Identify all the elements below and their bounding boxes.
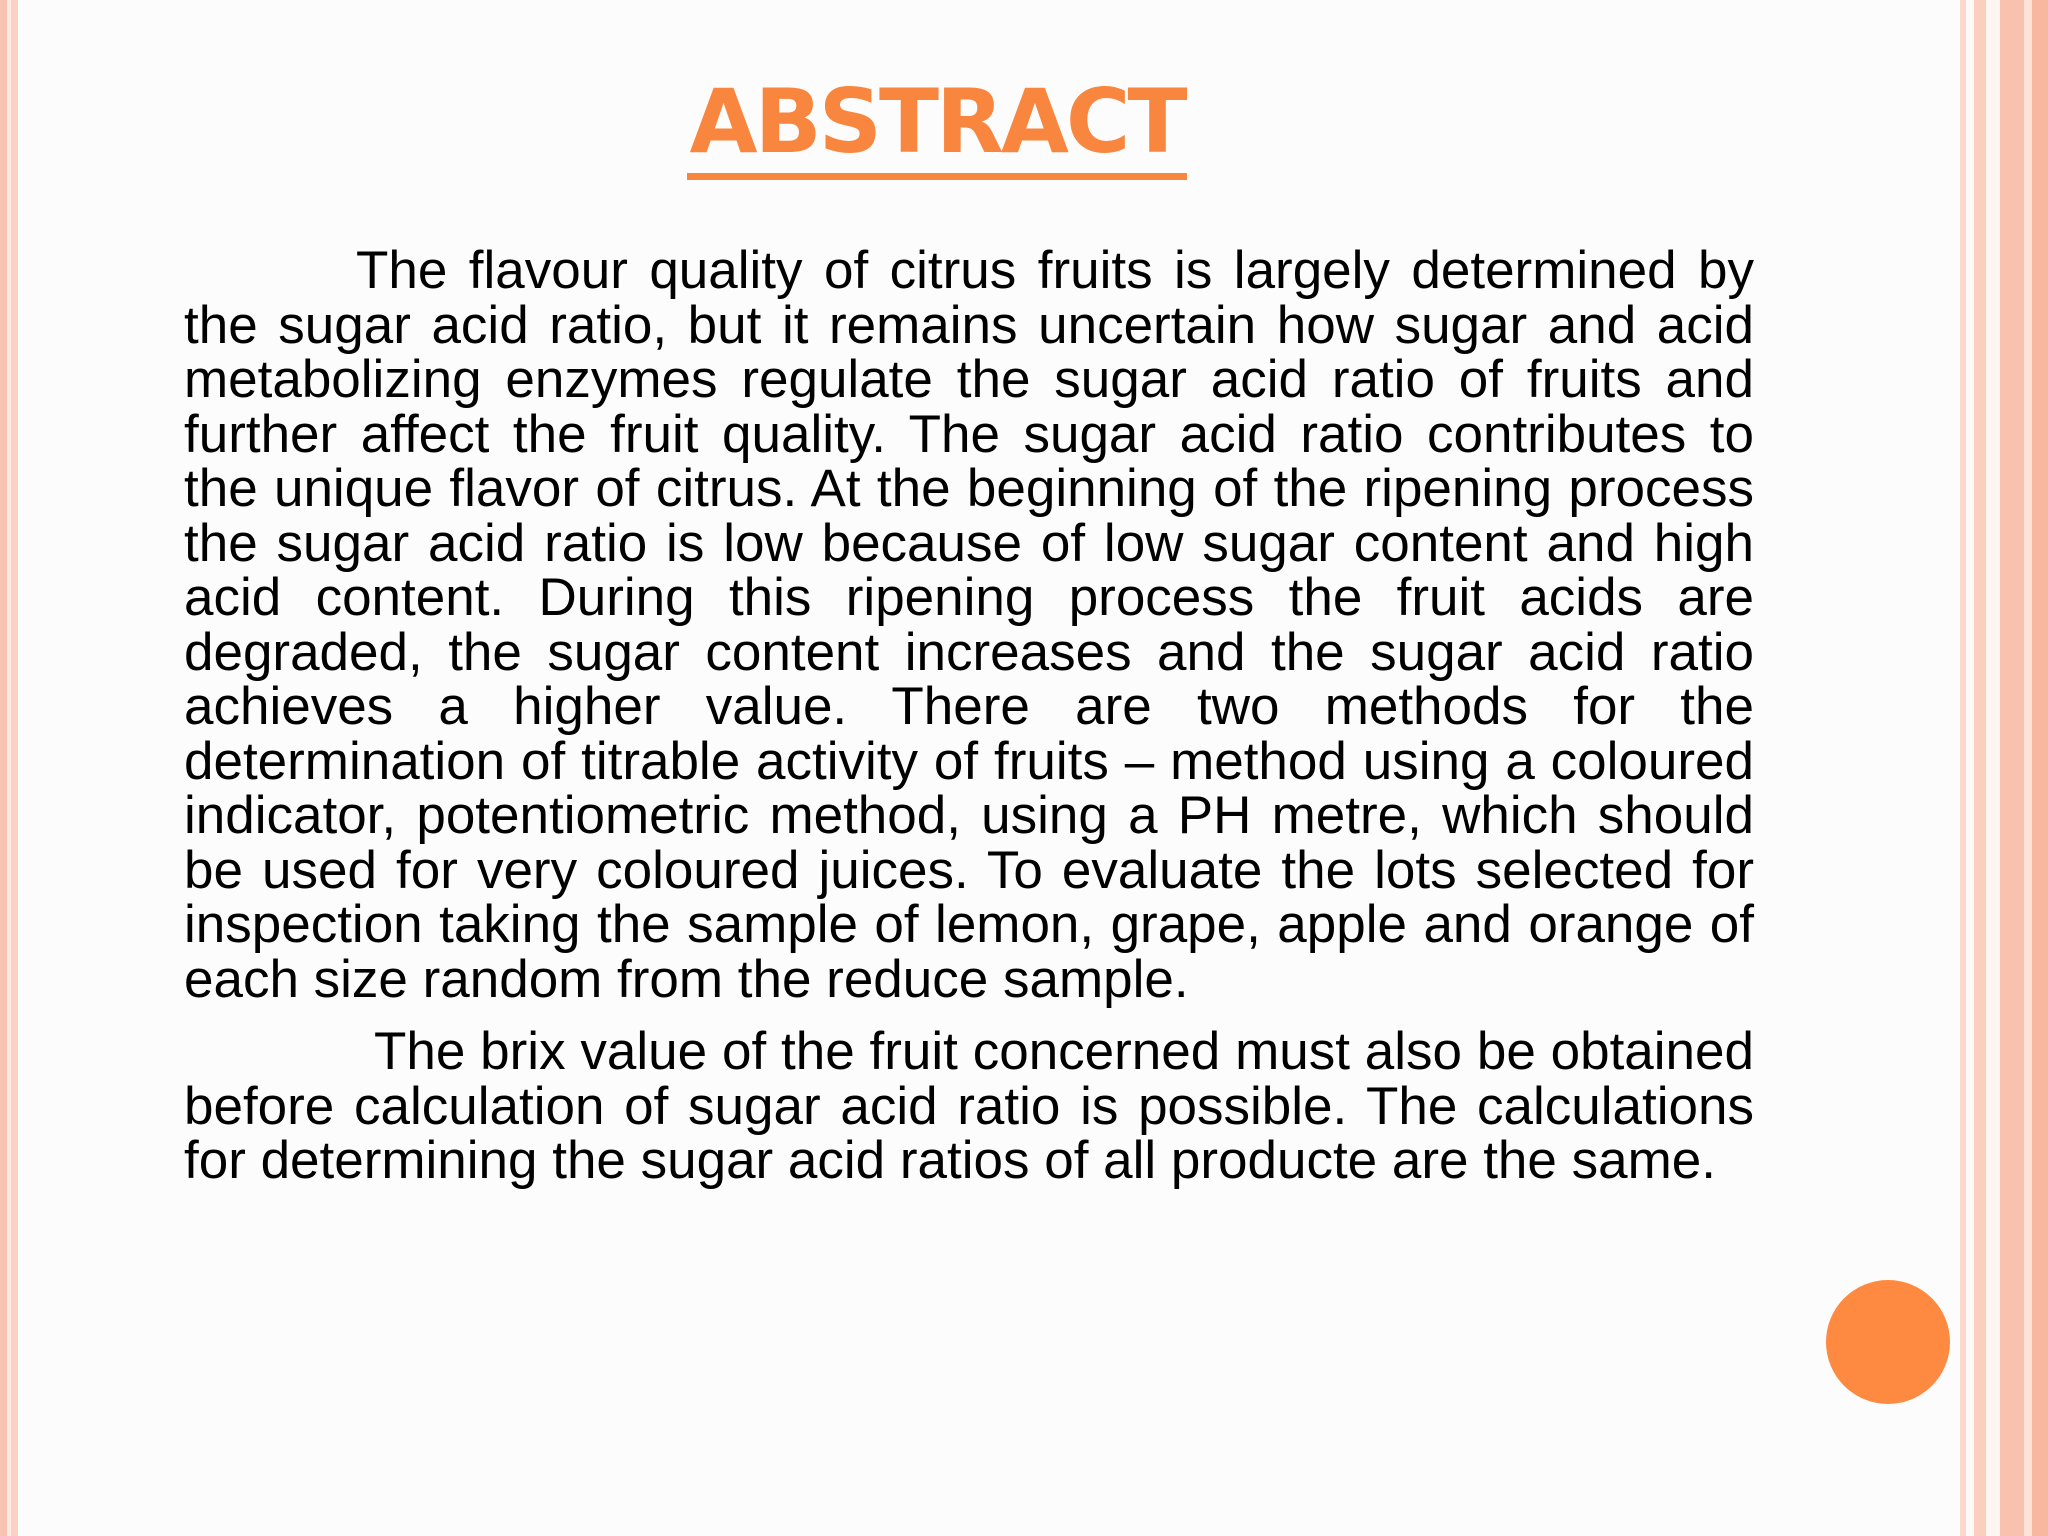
right-decorative-border — [1960, 0, 2048, 1536]
slide-title-text: ABSTRACT — [687, 70, 1186, 180]
left-decorative-border — [0, 0, 18, 1536]
decorative-circle-icon — [1826, 1280, 1950, 1404]
slide-title — [0, 72, 1874, 172]
abstract-body — [184, 241, 1754, 1207]
abstract-paragraph-1: The flavour quality of citrus fruits is largely determined by the sugar acid ratio, but it remains uncertain how sugar and acid metabolizing enzymes regulate the sugar acid ratio of fruits and further affect the fruit quality. The sugar acid ratio contributes to the unique flavor of citrus. At the beginning of the ripening process the sugar acid ratio is low because of low sugar content and high acid content. During this ripening process the fruit acids are degraded, the sugar content increases and the sugar acid ratio achieves a higher value. There are two methods for the determination of titrable activity of fruits – method using a coloured indicator, potentiometric method, using a PH metre, which should be used for very coloured juices. To evaluate the lots selected for inspection taking the sample of lemon, grape, apple and orange of each size random from the reduce sample. — [184, 241, 1754, 1009]
abstract-paragraph-2: The brix value of the fruit concerned must also be obtained before calculation of sugar acid ratio is possible. The calculations for determining the sugar acid ratios of all producte are the same. — [184, 1022, 1754, 1190]
